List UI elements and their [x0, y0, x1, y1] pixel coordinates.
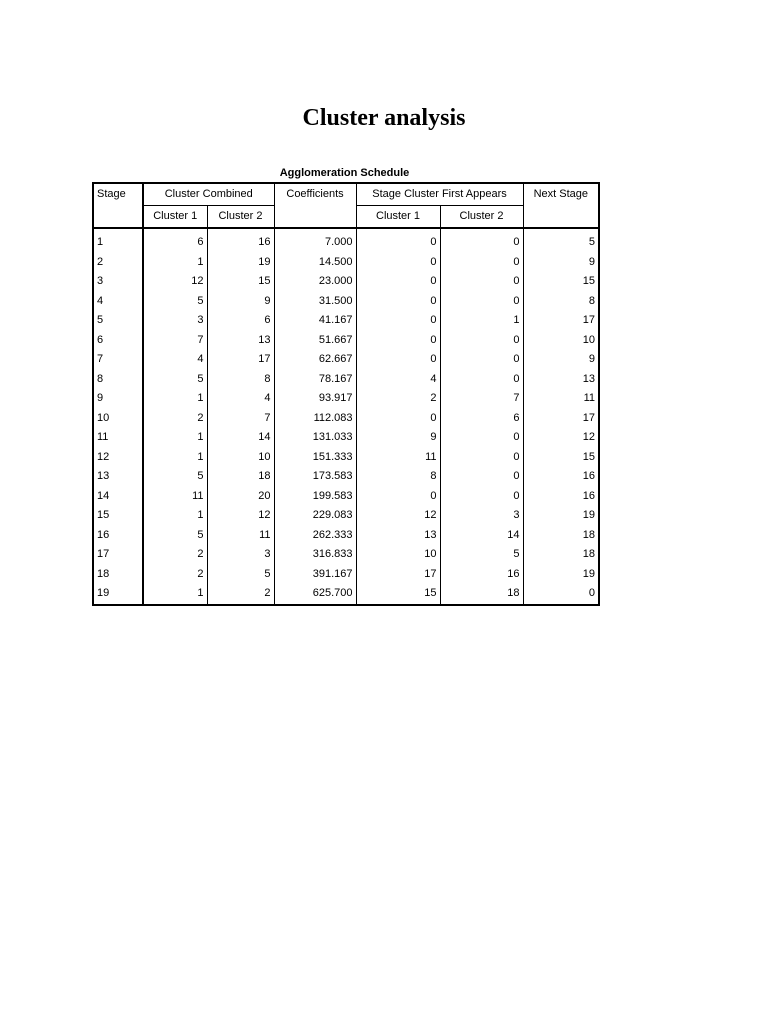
cell-coefficient: 93.917 [274, 389, 356, 409]
cell-next-stage: 0 [588, 587, 596, 599]
cell-combined-cluster1: 4 [143, 350, 207, 370]
cell-combined-cluster1: 5 [143, 467, 207, 487]
header-combined-cluster1: Cluster 1 [143, 206, 207, 229]
cell-combined-cluster1: 1 [143, 253, 207, 273]
table-row [93, 253, 599, 273]
header-combined-cluster2: Cluster 2 [207, 206, 274, 229]
cell-next-stage: 13 [582, 372, 596, 385]
cell-coefficient: 41.167 [274, 311, 356, 331]
cell-next-stage: 5 [588, 236, 596, 248]
cell-combined-cluster1: 6 [143, 228, 207, 253]
cell-stage: 1 [93, 228, 143, 253]
cell-next-stage: 9 [588, 255, 596, 268]
cell-combined-cluster1: 12 [143, 272, 207, 292]
cell-first-appears-cluster2: 0 [440, 370, 523, 390]
agglomeration-schedule-table [92, 182, 600, 606]
cell-next-stage: 16 [582, 470, 596, 482]
cell-combined-cluster1: 11 [143, 487, 207, 507]
table-row [93, 370, 599, 390]
cell-combined-cluster1: 2 [143, 409, 207, 429]
header-first-appears-cluster2: Cluster 2 [440, 206, 523, 229]
cell-first-appears-cluster1: 0 [356, 253, 440, 273]
cell-first-appears-cluster1: 0 [356, 228, 440, 253]
cell-coefficient: 14.500 [274, 253, 356, 273]
cell-combined-cluster2: 10 [207, 448, 274, 468]
table-body [93, 228, 599, 605]
cell-combined-cluster2: 13 [207, 331, 274, 351]
cell-first-appears-cluster1: 0 [356, 409, 440, 429]
cell-coefficient: 23.000 [274, 272, 356, 292]
cell-next-stage: 15 [582, 450, 596, 463]
cell-first-appears-cluster2: 0 [440, 228, 523, 253]
table-row [93, 331, 599, 351]
cell-first-appears-cluster2: 0 [440, 467, 523, 487]
cell-combined-cluster1: 2 [143, 565, 207, 585]
header-stage: Stage [93, 183, 143, 206]
cell-combined-cluster1: 2 [143, 545, 207, 565]
cell-coefficient: 51.667 [274, 331, 356, 351]
table-row [93, 487, 599, 507]
table-row [93, 506, 599, 526]
cell-combined-cluster2: 11 [207, 526, 274, 546]
cell-first-appears-cluster2: 0 [440, 487, 523, 507]
cell-first-appears-cluster1: 0 [356, 331, 440, 351]
cell-stage: 12 [93, 448, 143, 468]
cell-combined-cluster2: 9 [207, 292, 274, 312]
cell-combined-cluster1: 5 [143, 526, 207, 546]
cell-combined-cluster2: 19 [207, 253, 274, 273]
cell-first-appears-cluster1: 2 [356, 389, 440, 409]
cell-next-stage: 9 [588, 353, 596, 365]
cell-first-appears-cluster1: 15 [356, 584, 440, 605]
cell-next-stage: 19 [582, 509, 596, 521]
cell-next-stage: 18 [582, 528, 596, 541]
header-coefficients-sub [274, 206, 356, 229]
cell-combined-cluster2: 6 [207, 311, 274, 331]
cell-coefficient: 625.700 [274, 584, 356, 605]
cell-combined-cluster1: 1 [143, 448, 207, 468]
cell-next-stage: 11 [583, 392, 596, 404]
cell-combined-cluster1: 1 [143, 428, 207, 448]
cell-stage: 10 [93, 409, 143, 429]
table-row [93, 448, 599, 468]
table-row [93, 350, 599, 370]
cell-coefficient: 229.083 [274, 506, 356, 526]
page-title: Cluster analysis [302, 105, 466, 131]
cell-first-appears-cluster2: 18 [440, 584, 523, 605]
cell-first-appears-cluster2: 0 [440, 253, 523, 273]
cell-next-stage: 17 [582, 314, 596, 326]
cell-stage: 7 [93, 350, 143, 370]
cell-coefficient: 7.000 [274, 228, 356, 253]
cell-stage: 11 [93, 428, 143, 448]
cell-first-appears-cluster1: 0 [356, 311, 440, 331]
cell-first-appears-cluster2: 0 [440, 331, 523, 351]
header-stage-first-appears: Stage Cluster First Appears [356, 183, 523, 206]
cell-first-appears-cluster1: 9 [356, 428, 440, 448]
cell-coefficient: 31.500 [274, 292, 356, 312]
cell-first-appears-cluster1: 11 [356, 448, 440, 468]
cell-combined-cluster2: 18 [207, 467, 274, 487]
cell-first-appears-cluster1: 8 [356, 467, 440, 487]
cell-coefficient: 199.583 [274, 487, 356, 507]
cell-stage: 14 [93, 487, 143, 507]
table-row [93, 272, 599, 292]
cell-coefficient: 62.667 [274, 350, 356, 370]
table-row [93, 565, 599, 585]
cell-first-appears-cluster2: 3 [440, 506, 523, 526]
cell-combined-cluster2: 4 [207, 389, 274, 409]
cell-combined-cluster1: 1 [143, 506, 207, 526]
table-row [93, 228, 599, 253]
cell-stage: 16 [93, 526, 143, 546]
cell-first-appears-cluster2: 6 [440, 409, 523, 429]
cell-combined-cluster2: 14 [207, 428, 274, 448]
header-next-stage-sub [523, 206, 599, 229]
table-row [93, 409, 599, 429]
cell-combined-cluster2: 16 [207, 228, 274, 253]
table-caption: Agglomeration Schedule [279, 167, 410, 179]
cell-next-stage: 12 [582, 431, 596, 443]
cell-combined-cluster2: 5 [207, 565, 274, 585]
table-row [93, 292, 599, 312]
table-row [93, 584, 599, 605]
cell-combined-cluster2: 7 [207, 409, 274, 429]
cell-stage: 5 [93, 311, 143, 331]
cell-combined-cluster1: 3 [143, 311, 207, 331]
header-stage-sub [93, 206, 143, 229]
cell-stage: 18 [93, 565, 143, 585]
cell-coefficient: 151.333 [274, 448, 356, 468]
cell-first-appears-cluster2: 5 [440, 545, 523, 565]
cell-first-appears-cluster2: 7 [440, 389, 523, 409]
cell-combined-cluster2: 15 [207, 272, 274, 292]
cell-first-appears-cluster1: 13 [356, 526, 440, 546]
cell-coefficient: 316.833 [274, 545, 356, 565]
cell-next-stage: 16 [582, 489, 596, 502]
cell-stage: 13 [93, 467, 143, 487]
cell-first-appears-cluster1: 0 [356, 292, 440, 312]
cell-combined-cluster1: 5 [143, 292, 207, 312]
cell-next-stage: 18 [582, 548, 596, 560]
cell-first-appears-cluster1: 12 [356, 506, 440, 526]
header-first-appears-cluster1: Cluster 1 [356, 206, 440, 229]
cell-combined-cluster2: 8 [207, 370, 274, 390]
header-coefficients: Coefficients [274, 183, 356, 206]
cell-combined-cluster2: 17 [207, 350, 274, 370]
cell-coefficient: 262.333 [274, 526, 356, 546]
cell-stage: 8 [93, 370, 143, 390]
cell-combined-cluster1: 5 [143, 370, 207, 390]
table-row [93, 389, 599, 409]
cell-coefficient: 131.033 [274, 428, 356, 448]
cell-combined-cluster2: 12 [207, 506, 274, 526]
cell-next-stage: 19 [582, 567, 596, 580]
table-row [93, 428, 599, 448]
cell-stage: 6 [93, 331, 143, 351]
cell-combined-cluster1: 1 [143, 389, 207, 409]
cell-next-stage: 15 [582, 275, 596, 287]
cell-coefficient: 391.167 [274, 565, 356, 585]
cell-combined-cluster1: 7 [143, 331, 207, 351]
cell-combined-cluster1: 1 [143, 584, 207, 605]
cell-first-appears-cluster1: 0 [356, 350, 440, 370]
table-row [93, 526, 599, 546]
header-cluster-combined: Cluster Combined [143, 183, 274, 206]
cell-first-appears-cluster2: 0 [440, 448, 523, 468]
cell-next-stage: 10 [582, 333, 596, 346]
table-row [93, 467, 599, 487]
cell-first-appears-cluster1: 10 [356, 545, 440, 565]
table-row [93, 545, 599, 565]
cell-stage: 15 [93, 506, 143, 526]
cell-coefficient: 112.083 [274, 409, 356, 429]
cell-first-appears-cluster2: 1 [440, 311, 523, 331]
cell-coefficient: 173.583 [274, 467, 356, 487]
cell-coefficient: 78.167 [274, 370, 356, 390]
cell-next-stage: 8 [588, 294, 596, 307]
cell-combined-cluster2: 20 [207, 487, 274, 507]
cell-first-appears-cluster1: 17 [356, 565, 440, 585]
cell-first-appears-cluster2: 16 [440, 565, 523, 585]
cell-combined-cluster2: 3 [207, 545, 274, 565]
cell-first-appears-cluster2: 0 [440, 350, 523, 370]
header-next-stage: Next Stage [533, 188, 588, 201]
cell-first-appears-cluster1: 4 [356, 370, 440, 390]
cell-stage: 4 [93, 292, 143, 312]
cell-first-appears-cluster2: 0 [440, 428, 523, 448]
cell-first-appears-cluster2: 0 [440, 292, 523, 312]
cell-stage: 19 [93, 584, 143, 605]
cell-first-appears-cluster1: 0 [356, 487, 440, 507]
cell-next-stage: 17 [582, 411, 596, 424]
cell-first-appears-cluster2: 0 [440, 272, 523, 292]
cell-stage: 17 [93, 545, 143, 565]
table-row [93, 311, 599, 331]
cell-stage: 9 [93, 389, 143, 409]
cell-stage: 2 [93, 253, 143, 273]
cell-combined-cluster2: 2 [207, 584, 274, 605]
cell-stage: 3 [93, 272, 143, 292]
cell-first-appears-cluster1: 0 [356, 272, 440, 292]
cell-first-appears-cluster2: 14 [440, 526, 523, 546]
